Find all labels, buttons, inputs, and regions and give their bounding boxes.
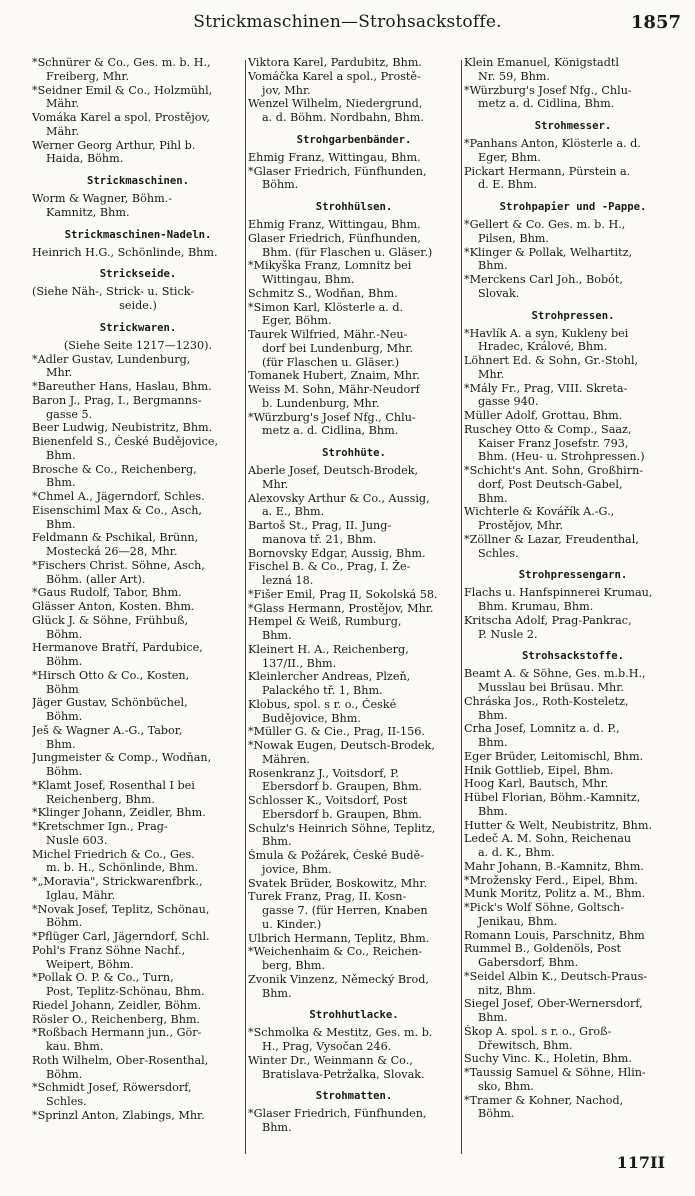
entry-line: Glück J. & Söhne, Frühbuß, [32, 613, 189, 627]
entry-line: Hnik Gottlieb, Eipel, Bhm. [464, 763, 614, 777]
entry-line: (Siehe Seite 1217—1230). [63, 338, 213, 352]
entry-line: *Pick's Wolf Söhne, Goltsch- [464, 901, 625, 914]
entry-continuation: Bhm. Krumau, Bhm. [478, 600, 594, 613]
entry-continuation: Iglau, Mähr. [46, 888, 116, 902]
entry-continuation: Bhm. [46, 737, 76, 751]
entry-line: Ruschey Otto & Comp., Saaz, [464, 422, 632, 436]
entry-line: Bienenfeld S., České Budějovice, [32, 435, 219, 448]
entry-line: Siegel Josef, Ober-Wernersdorf, [464, 997, 643, 1011]
entry-line: *Schmolka & Mestitz, Ges. m. b. [248, 1026, 433, 1040]
entry-line: *Roßbach Hermann jun., Gör- [32, 1026, 202, 1040]
entry-line: *Nowak Eugen, Deutsch-Brodek, [248, 739, 435, 752]
entry-line: Hermanove Bratří, Pardubice, [32, 641, 203, 655]
entry-continuation: Böhm. [46, 916, 83, 930]
entry-line: Ledeč A. M. Sohn, Reichenau [464, 832, 632, 846]
columns [32, 56, 682, 1161]
entry-line: *Tramer & Kohner, Nachod, [464, 1093, 624, 1107]
entry-continuation: Eger, Böhm. [262, 314, 332, 328]
entry-line: *Seidel Albin K., Deutsch-Praus- [464, 969, 648, 983]
entry-line: *Mikyška Franz, Lomnitz bei [248, 259, 412, 273]
column-2 [248, 56, 460, 1161]
entry-line: *Merckens Carl Joh., Bobót, [464, 273, 623, 286]
entry-continuation: Bhm. [46, 517, 76, 531]
entry-continuation: metz a. d. Cidlina, Bhm. [478, 97, 615, 111]
entry-continuation: gasse 7. (für Herren, Knaben [262, 904, 428, 917]
entry-line: Pickart Hermann, Pürstein a. [464, 164, 631, 178]
entry-line: Klein Emanuel, Königstadtl [464, 56, 619, 69]
entry-continuation: Ebersdorf b. Graupen, Bhm. [262, 807, 423, 821]
section-heading: Strohhüte. [322, 447, 386, 459]
entry-line: *Pollak O. P. & Co., Turn, [32, 971, 174, 985]
entry-continuation: Mhr. [262, 477, 289, 491]
entry-line: *Chmel A., Jägerndorf, Schles. [32, 490, 205, 503]
entry-continuation: dorf, Post Deutsch-Gabel, [478, 477, 623, 491]
section-heading: Strohpapier und -Pappe. [499, 201, 647, 213]
section-heading: Strohhutlacke. [309, 1009, 399, 1022]
entry-line: Baron J., Prag, I., Bergmanns- [32, 393, 202, 407]
entry-line: *Fišer Emil, Prag II, Sokolská 58. [248, 587, 438, 601]
entry-line: Kleinlercher Andreas, Plzeň, [248, 670, 411, 684]
entry-line: Aberle Josef, Deutsch-Brodek, [248, 464, 419, 477]
entry-continuation: Mhr. [46, 366, 73, 380]
entry-continuation: d. E. Bhm. [478, 178, 538, 192]
entry-line: *Zöllner & Lazar, Freudenthal, [464, 532, 639, 546]
entry-continuation: Bhm. [46, 476, 76, 490]
entry-continuation: Eger, Bhm. [478, 150, 541, 164]
entry-line: Weiss M. Sohn, Mähr-Neudorf [248, 383, 420, 396]
entry-continuation: dorf bei Lundenburg, Mhr. [262, 341, 414, 355]
entry-line: Romann Louis, Parschnitz, Bhm [464, 928, 645, 942]
entry-line: Brosche & Co., Reichenberg, [32, 462, 197, 476]
entry-line: Suchy Vinc. K., Holetin, Bhm. [464, 1052, 632, 1066]
entry-continuation: berg, Bhm. [262, 959, 325, 972]
entry-line: Zvonik Vinzenz, Německý Brod, [248, 972, 429, 986]
entry-line: Šmula & Požárek, České Budě- [248, 849, 424, 862]
entry-continuation: Pilsen, Bhm. [478, 231, 549, 245]
entry-line: *Pflüger Carl, Jägerndorf, Schl. [32, 930, 210, 943]
entry-line: Jäger Gustav, Schönbüchel, [32, 696, 188, 710]
entry-line: *Simon Karl, Klösterle a. d. [248, 300, 404, 314]
entry-line: Crha Josef, Lomnitz a. d. P., [464, 722, 620, 736]
entry-line: Flachs u. Hanfspinnerei Krumau, [464, 586, 653, 600]
entry-line: Ehmig Franz, Wittingau, Bhm. [248, 218, 421, 231]
signature-mark: 117II [616, 1153, 665, 1172]
entry-line: Ehmig Franz, Wittingau, Bhm. [248, 150, 421, 164]
entry-continuation: Bhm. [478, 1011, 508, 1024]
entry-continuation: sko, Bhm. [478, 1079, 534, 1093]
column-divider [461, 60, 462, 1154]
entry-line: Hoog Karl, Bautsch, Mhr. [464, 777, 609, 791]
entry-continuation: Prostějov, Mhr. [478, 519, 564, 532]
entry-line: Glaser Friedrich, Fünfhunden, [248, 231, 421, 245]
entry-line: *Glass Hermann, Prostějov, Mhr. [248, 601, 434, 615]
entry-line: Ulbrich Hermann, Teplitz, Bhm. [248, 931, 430, 945]
entry-continuation: Musslau bei Brüsau. Mhr. [478, 681, 624, 694]
entry-continuation: P. Nusle 2. [478, 627, 538, 641]
entry-continuation: Böhm. [262, 178, 299, 192]
entry-line: Vomáčka Karel a spol., Prostě- [248, 69, 421, 83]
entry-continuation: 137/II., Bhm. [262, 656, 337, 670]
section-heading: Strickmaschinen. [86, 175, 190, 187]
entry-line: *Schicht's Ant. Sohn, Großhirn- [464, 464, 644, 477]
entry-line: Heinrich H.G., Schönlinde, Bhm. [32, 245, 218, 259]
entry-line: Taurek Wilfried, Mähr.-Neu- [248, 328, 408, 341]
entry-line: *„Moravia", Strickwarenfbrk., [32, 875, 203, 888]
section-heading: Strohmesser. [534, 120, 612, 132]
entry-line: Svatek Brüder, Boskowitz, Mhr. [248, 876, 428, 890]
entry-continuation: Kamnitz, Bhm. [46, 205, 130, 219]
entry-continuation: Bhm. (für Flaschen u. Gläser.) [262, 245, 433, 259]
entry-line: Tomanek Hubert, Znaim, Mhr. [248, 369, 420, 383]
entry-continuation: Bhm. [262, 1121, 292, 1134]
entry-line: Wenzel Wilhelm, Niedergrund, [248, 97, 423, 111]
entry-line: Rösler O., Reichenberg, Bhm. [32, 1012, 201, 1026]
entry-continuation: Bhm. [478, 736, 508, 749]
entry-continuation: m. b. H., Schönlinde, Bhm. [46, 861, 199, 875]
section-heading: Strohpressen. [531, 309, 615, 322]
section-heading: Strohgarbenbänder. [296, 133, 412, 146]
entry-continuation: nitz, Bhm. [478, 983, 536, 997]
section-heading: Strickmaschinen-Nadeln. [64, 228, 212, 241]
entry-line: Werner Georg Arthur, Pihl b. [32, 138, 196, 152]
entry-line: Müller Adolf, Grottau, Bhm. [464, 409, 623, 422]
entry-continuation: Mähr. [46, 97, 80, 111]
entry-line: Vomáka Karel a spol. Prostějov, [32, 111, 210, 124]
entry-continuation: gasse 5. [46, 407, 93, 421]
entry-line: *Fischers Christ. Söhne, Asch, [32, 558, 205, 572]
entry-continuation: Böhm [46, 682, 79, 696]
entry-line: seide.) [119, 299, 157, 312]
entry-line: Wichterle & Kovářík A.-G., [464, 505, 615, 519]
entry-line: Worm & Wagner, Böhm.- [32, 192, 173, 205]
entry-continuation: Schles. [46, 1095, 87, 1108]
entry-continuation: b. Lundenburg, Mhr. [262, 396, 380, 410]
entry-line: Klobus, spol. s r. o., České [248, 697, 397, 711]
entry-line: Eger Brüder, Leitomischl, Bhm. [464, 749, 644, 763]
entry-continuation: Bhm. [478, 708, 508, 722]
entry-continuation: Mhr. [478, 367, 505, 381]
entry-line: Fischel B. & Co., Prag, I. Že- [248, 560, 411, 574]
entry-continuation: a. d. K., Bhm. [478, 846, 555, 859]
section-heading: Strohsackstoffe. [521, 650, 625, 663]
entry-line: Hutter & Welt, Neubistritz, Bhm. [464, 818, 652, 832]
entry-line: *Kretschmer Ign., Prag- [32, 820, 168, 833]
entry-continuation: Böhm. [46, 655, 83, 668]
entry-continuation: Bratislava-Petržalka, Slovak. [262, 1067, 425, 1081]
entry-continuation: Weipert, Böhm. [46, 957, 134, 971]
entry-continuation: Mostecká 26—28, Mhr. [46, 545, 178, 558]
entry-line: Viktora Karel, Pardubitz, Bhm. [248, 56, 422, 69]
entry-continuation: Bhm. [46, 448, 76, 462]
page-number: 1857 [630, 12, 681, 33]
entry-continuation: jovice, Bhm. [262, 862, 332, 876]
entry-line: Škop A. spol. s r. o., Groß- [464, 1024, 612, 1038]
section-heading: Strohhülsen. [315, 201, 393, 213]
entry-line: Michel Friedrich & Co., Ges. [32, 847, 195, 861]
entry-continuation: Böhm. [46, 765, 83, 778]
entry-continuation: (für Flaschen u. Gläser.) [262, 355, 400, 369]
section-heading: Strohmatten. [315, 1090, 393, 1103]
entry-line: Löhnert Ed. & Sohn, Gr.-Stohl, [464, 354, 639, 367]
page-header [0, 12, 695, 40]
entry-line: *Schnürer & Co., Ges. m. b. H., [32, 56, 211, 69]
entry-line: Jungmeister & Comp., Wodňan, [32, 751, 212, 765]
entry-continuation: Mähren. [262, 752, 311, 766]
entry-continuation: Bhm. [478, 804, 508, 818]
section-heading: Strickwaren. [99, 321, 177, 334]
entry-line: Beamt A. & Söhne, Ges. m.b.H., [464, 667, 646, 681]
entry-line: *Taussig Samuel & Söhne, Hlin- [464, 1066, 646, 1079]
entry-continuation: Dřewitsch, Bhm. [478, 1038, 573, 1052]
entry-continuation: Bhm. (Heu- u. Strohpressen.) [478, 450, 645, 464]
entry-continuation: metz a. d. Cidlina, Bhm. [262, 424, 399, 438]
entry-continuation: Bhm. [262, 986, 292, 1000]
entry-continuation: jov, Mhr. [262, 83, 311, 97]
entry-line: *Klinger Johann, Zeidler, Bhm. [32, 806, 206, 820]
entry-line: Kritscha Adolf, Prag-Pankrac, [464, 613, 632, 627]
column-divider [245, 60, 246, 1154]
column-1 [32, 56, 244, 1161]
entry-line: *Schmidt Josef, Röwersdorf, [32, 1081, 192, 1095]
entry-line: Alexovsky Arthur & Co., Aussig, [248, 491, 430, 505]
entry-line: Beer Ludwig, Neubistritz, Bhm. [32, 421, 213, 435]
entry-line: *Gaus Rudolf, Tabor, Bhm. [32, 586, 182, 600]
entry-line: Schulz's Heinrich Söhne, Teplitz, [248, 821, 436, 835]
entry-line: Eisenschiml Max & Co., Asch, [32, 503, 202, 517]
entry-continuation: Budějovice, Bhm. [262, 711, 361, 725]
entry-continuation: Wittingau, Bhm. [262, 273, 355, 286]
entry-continuation: Nr. 59, Bhm. [478, 69, 550, 83]
entry-line: Kleinert H. A., Reichenberg, [248, 642, 409, 656]
entry-continuation: Jenikau, Bhm. [478, 914, 558, 928]
entry-continuation: Böhm. [46, 627, 83, 641]
entry-continuation: Palackého tř. 1, Bhm. [262, 684, 383, 697]
entry-line: (Siehe Näh-, Strick- u. Stick- [32, 285, 195, 299]
entry-line: Ješ & Wagner A.-G., Tabor, [32, 723, 183, 737]
entry-line: Turek Franz, Prag, II. Kosn- [248, 890, 407, 904]
entry-continuation: Bhm. [262, 835, 292, 849]
entry-continuation: a. d. Böhm. Nordbahn, Bhm. [262, 111, 424, 124]
entry-continuation: Kaiser Franz Josefstr. 793, [478, 436, 629, 450]
entry-continuation: H., Prag, Vysočan 246. [262, 1040, 392, 1053]
entry-line: Schmitz S., Wodňan, Bhm. [248, 286, 398, 300]
entry-line: *Adler Gustav, Lundenburg, [32, 352, 191, 366]
entry-continuation: Hradec, Králové, Bhm. [478, 340, 608, 354]
entry-continuation: Post, Teplitz-Schönau, Bhm. [46, 985, 205, 998]
entry-line: *Mrožensky Ferd., Eipel, Bhm. [464, 873, 639, 887]
entry-line: *Würzburg's Josef Nfg., Chlu- [464, 83, 632, 97]
entry-line: *Weichenhaim & Co., Reichen- [248, 945, 423, 959]
entry-continuation: Bhm. [478, 259, 508, 273]
entry-line: Winter Dr., Weinmann & Co., [248, 1053, 413, 1067]
entry-line: Schlosser K., Voitsdorf, Post [248, 794, 408, 807]
entry-continuation: Reichenberg, Bhm. [46, 792, 155, 806]
entry-continuation: Bhm. [262, 629, 292, 642]
section-heading: Strickseide. [99, 268, 177, 281]
entry-line: Pohl's Franz Söhne Nachf., [32, 943, 186, 957]
entry-line: *Glaser Friedrich, Fünfhunden, [248, 1107, 427, 1121]
entry-line: Rummel B., Goldenöls, Post [464, 942, 621, 956]
column-3 [464, 56, 682, 1161]
entry-continuation: manova tř. 21, Bhm. [262, 532, 377, 546]
entry-continuation: Freiberg, Mhr. [46, 69, 130, 83]
entry-continuation: Schles. [478, 546, 519, 560]
entry-continuation: a. E., Bhm. [262, 505, 325, 519]
entry-line: Roth Wilhelm, Ober-Rosenthal, [32, 1053, 209, 1067]
entry-line: Feldmann & Pschikal, Brünn, [32, 531, 199, 545]
entry-continuation: Bhm. [478, 491, 508, 505]
entry-line: Glässer Anton, Kosten. Bhm. [32, 600, 195, 613]
entry-continuation: Ebersdorf b. Graupen, Bhm. [262, 780, 423, 794]
entry-line: *Seidner Emil & Co., Holzmühl, [32, 83, 213, 97]
entry-continuation: Gabersdorf, Bhm. [478, 956, 579, 969]
entry-line: Rosenkranz J., Voitsdorf, P. [248, 766, 399, 780]
entry-line: *Würzburg's Josef Nfg., Chlu- [248, 410, 416, 424]
entry-line: Chráska Jos., Roth-Kosteletz, [464, 694, 629, 708]
entry-continuation: Böhm. [46, 1067, 83, 1081]
entry-line: *Havlík A. a syn, Kukleny bei [464, 326, 629, 340]
entry-continuation: Mähr. [46, 124, 80, 138]
running-title: Strickmaschinen—Strohsackstoffe. [193, 12, 502, 32]
entry-line: *Gellert & Co. Ges. m. b. H., [464, 218, 626, 231]
entry-line: Mahr Johann, B.-Kamnitz, Bhm. [464, 859, 644, 873]
entry-line: Munk Moritz, Politz a. M., Bhm. [464, 887, 646, 901]
entry-line: Bornovsky Edgar, Aussig, Bhm. [248, 546, 426, 560]
entry-continuation: Böhm. (aller Art). [46, 572, 146, 586]
entry-line: *Klamt Josef, Rosenthal I bei [32, 778, 195, 792]
entry-line: Hempel & Weiß, Rumburg, [248, 615, 402, 629]
entry-line: Hübel Florian, Böhm.-Kamnitz, [464, 791, 641, 804]
entry-line: *Panhans Anton, Klösterle a. d. [464, 137, 641, 150]
section-heading: Strohpressengarn. [518, 569, 628, 582]
entry-line: Bartoš St., Prag, II. Jung- [248, 519, 392, 532]
entry-line: *Mály Fr., Prag, VIII. Skreta- [464, 381, 628, 395]
entry-line: *Glaser Friedrich, Fünfhunden, [248, 164, 427, 178]
entry-continuation: kau. Bhm. [46, 1040, 104, 1053]
entry-continuation: u. Kinder.) [262, 917, 322, 931]
entry-continuation: gasse 940. [478, 395, 539, 409]
entry-continuation: Nusle 603. [46, 833, 108, 847]
entry-continuation: lezná 18. [262, 574, 314, 587]
entry-line: *Müller G. & Cie., Prag, II-156. [248, 725, 425, 739]
entry-continuation: Haida, Böhm. [46, 152, 124, 166]
entry-line: *Novak Josef, Teplitz, Schönau, [32, 902, 210, 916]
entry-line: Riedel Johann, Zeidler, Böhm. [32, 998, 202, 1012]
entry-line: *Sprinzl Anton, Zlabings, Mhr. [32, 1108, 205, 1122]
entry-continuation: Böhm. [478, 1107, 515, 1121]
entry-line: *Bareuther Hans, Haslau, Bhm. [32, 380, 212, 393]
entry-line: *Hirsch Otto & Co., Kosten, [32, 668, 190, 682]
entry-continuation: Slovak. [478, 286, 520, 300]
entry-line: *Klinger & Pollak, Welhartitz, [464, 245, 633, 259]
entry-continuation: Böhm. [46, 710, 83, 723]
